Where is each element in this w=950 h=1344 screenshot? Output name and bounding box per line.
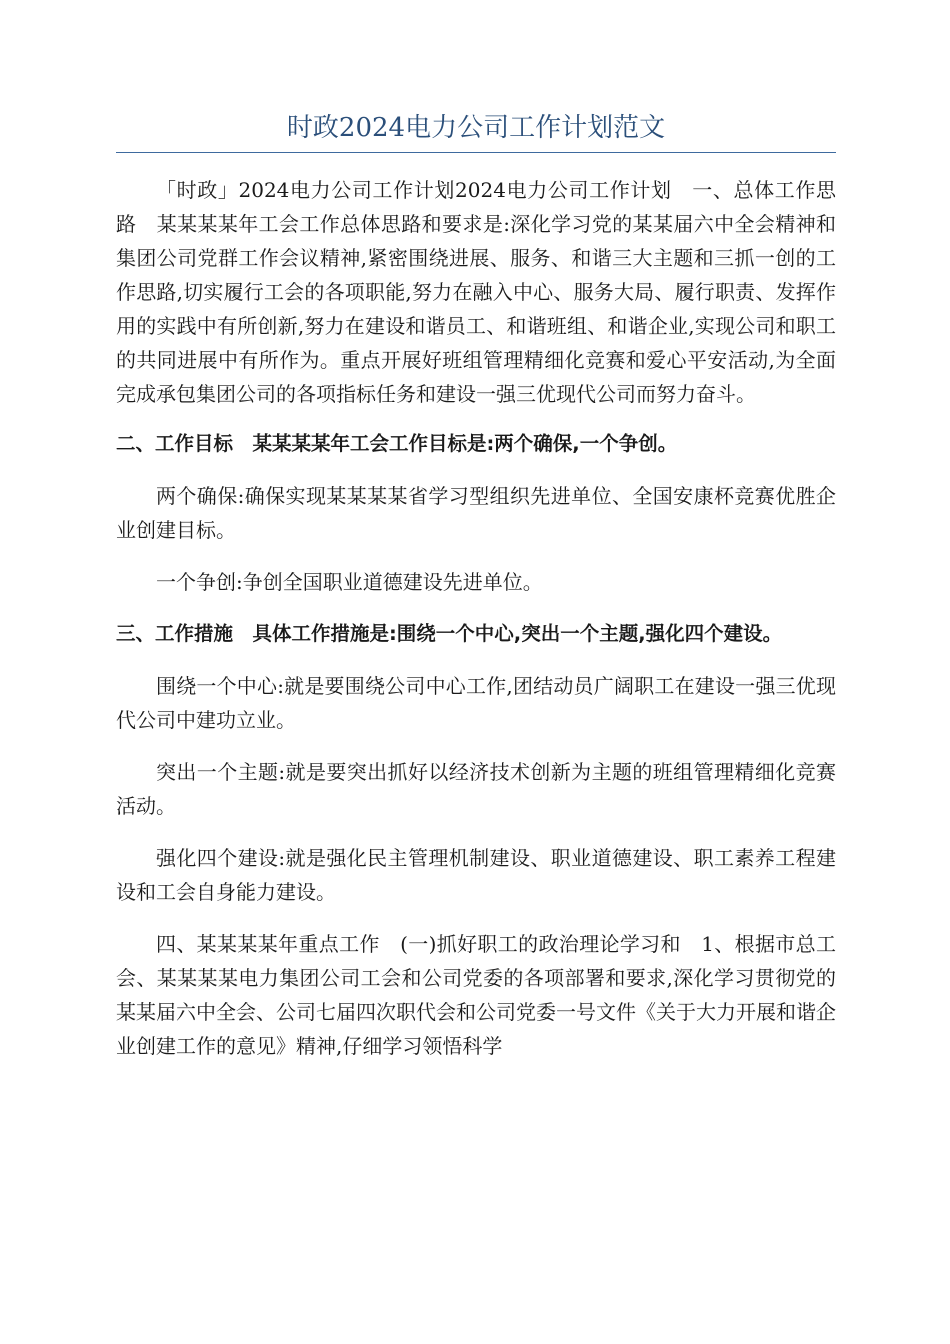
paragraph-four-constructions: 强化四个建设:就是强化民主管理机制建设、职业道德建设、职工素养工程建设和工会自身能力建设。 bbox=[116, 846, 836, 904]
paragraph-one-strive: 一个争创:争创全国职业道德建设先进单位。 bbox=[156, 570, 543, 594]
document-page bbox=[116, 108, 836, 1081]
document-body bbox=[116, 173, 836, 1063]
heading-work-goals: 二、工作目标 某某某某年工会工作目标是:两个确保,一个争创。 bbox=[116, 432, 678, 455]
paragraph-two-ensures: 两个确保:确保实现某某某某省学习型组织先进单位、全国安康杯竞赛优胜企业创建目标。 bbox=[116, 484, 836, 542]
paragraph-overview: 「时政」2024电力公司工作计划2024电力公司工作计划 一、总体工作思路 某某某某年工会工作总体思路和要求是:深化学习党的某某届六中全会精神和集团公司党群工作会议精神,紧密围绕进展、服务、和谐三大主题和三抓一创的工作思路,切实履行工会的各项职能,努力在融入中心、服务大局、履行职责、发挥作用的实践中有所创新,努力在建设和谐员工、和谐班组、和谐企业,实现公司和职工的共同进展中有所作为。重点开展好班组管理精细化竞赛和爱心平安活动,为全面完成承包集团公司的各项指标任务和建设一强三优现代公司而努力奋斗。 bbox=[116, 178, 836, 406]
paragraph-key-work: 四、某某某某年重点工作 (一)抓好职工的政治理论学习和 1、根据市总工会、某某某某电力集团公司工会和公司党委的各项部署和要求,深化学习贯彻党的某某届六中全会、公司七届四次职代会和公司党委一号文件《关于大力开展和谐企业创建工作的意见》精神,仔细学习领悟科学 bbox=[116, 932, 836, 1058]
heading-work-measures: 三、工作措施 具体工作措施是:围绕一个中心,突出一个主题,强化四个建设。 bbox=[116, 622, 783, 645]
paragraph-one-theme: 突出一个主题:就是要突出抓好以经济技术创新为主题的班组管理精细化竞赛活动。 bbox=[116, 760, 836, 818]
document-title: 时政2024电力公司工作计划范文 bbox=[116, 108, 836, 153]
paragraph-one-center: 围绕一个中心:就是要围绕公司中心工作,团结动员广阔职工在建设一强三优现代公司中建功立业。 bbox=[116, 674, 836, 732]
